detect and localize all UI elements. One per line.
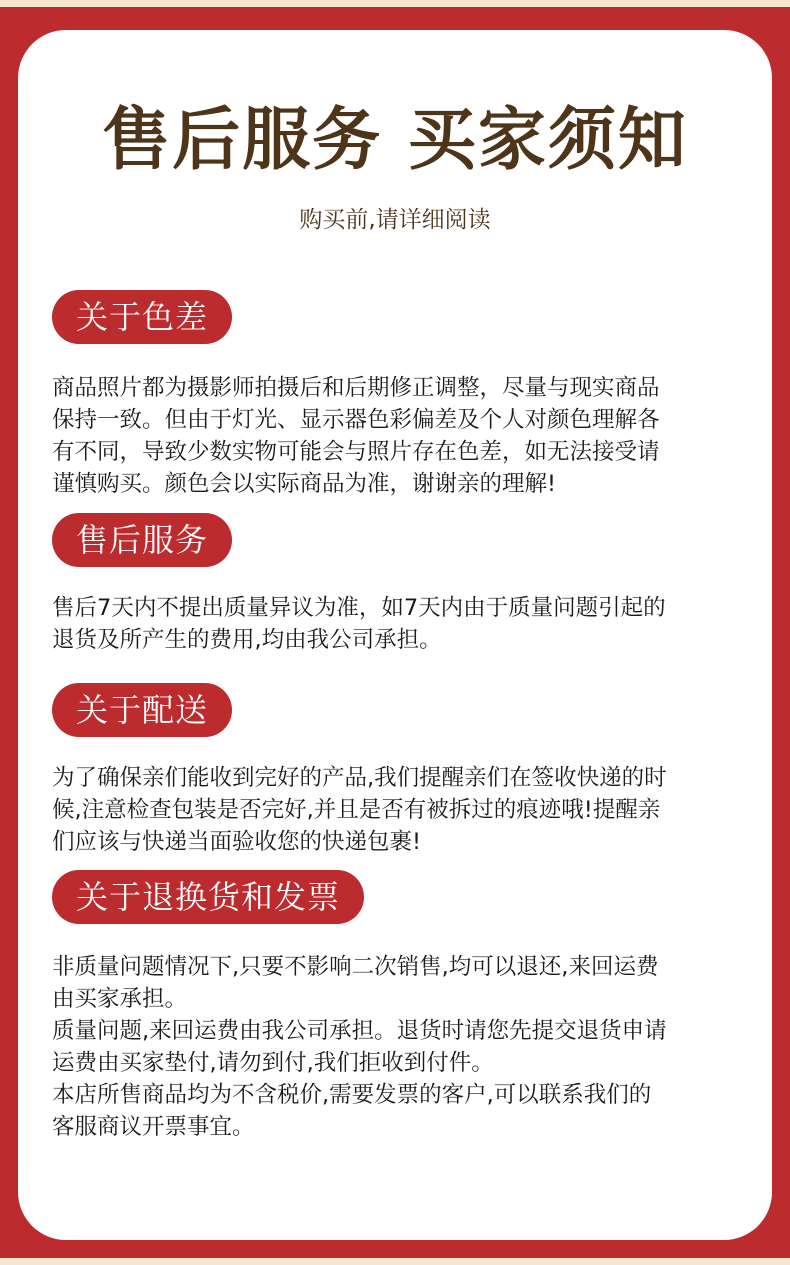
text-line: 候,注意检查包装是否完好,并且是否有被拆过的痕迹哦!提醒亲	[52, 797, 661, 823]
text-line: 有不同，导致少数实物可能会与照片存在色差，如无法接受请	[52, 439, 660, 465]
text-line: 谨慎购买。颜色会以实际商品为准，谢谢亲的理解!	[52, 471, 557, 497]
section-text-returns-invoice	[52, 951, 742, 1143]
section-heading-returns-invoice: 关于退换货和发票	[52, 870, 364, 924]
text-line: 商品照片都为摄影师拍摄后和后期修正调整，尽量与现实商品	[52, 375, 660, 401]
text-line: 本店所售商品均为不含税价,需要发票的客户,可以联系我们的	[52, 1082, 652, 1108]
page-subtitle: 购买前,请详细阅读	[299, 207, 491, 233]
text-line: 由买家承担。	[52, 986, 188, 1012]
text-line: 售后7天内不提出质量异议为准，如7天内由于质量问题引起的	[52, 595, 666, 621]
text-line: 运费由买家垫付,请勿到付,我们拒收到付件。	[52, 1050, 494, 1076]
text-line: 们应该与快递当面验收您的快递包裹!	[52, 829, 422, 855]
section-heading-color-difference: 关于色差	[52, 290, 232, 344]
section-text-delivery	[52, 762, 742, 858]
text-line: 保持一致。但由于灯光、显示器色彩偏差及个人对颜色理解各	[52, 407, 660, 433]
text-line: 客服商议开票事宜。	[52, 1114, 255, 1140]
section-text-after-sales	[52, 592, 742, 656]
page-title: 售后服务 买家须知	[102, 100, 688, 180]
text-line: 为了确保亲们能收到完好的产品,我们提醒亲们在签收快递的时	[52, 765, 667, 791]
section-heading-after-sales: 售后服务	[52, 513, 232, 567]
text-line: 退货及所产生的费用,均由我公司承担。	[52, 627, 442, 653]
text-line: 非质量问题情况下,只要不影响二次销售,均可以退还,来回运费	[52, 954, 659, 980]
section-text-color-difference	[52, 372, 742, 500]
section-heading-delivery: 关于配送	[52, 683, 232, 737]
text-line: 质量问题,来回运费由我公司承担。退货时请您先提交退货申请	[52, 1018, 667, 1044]
